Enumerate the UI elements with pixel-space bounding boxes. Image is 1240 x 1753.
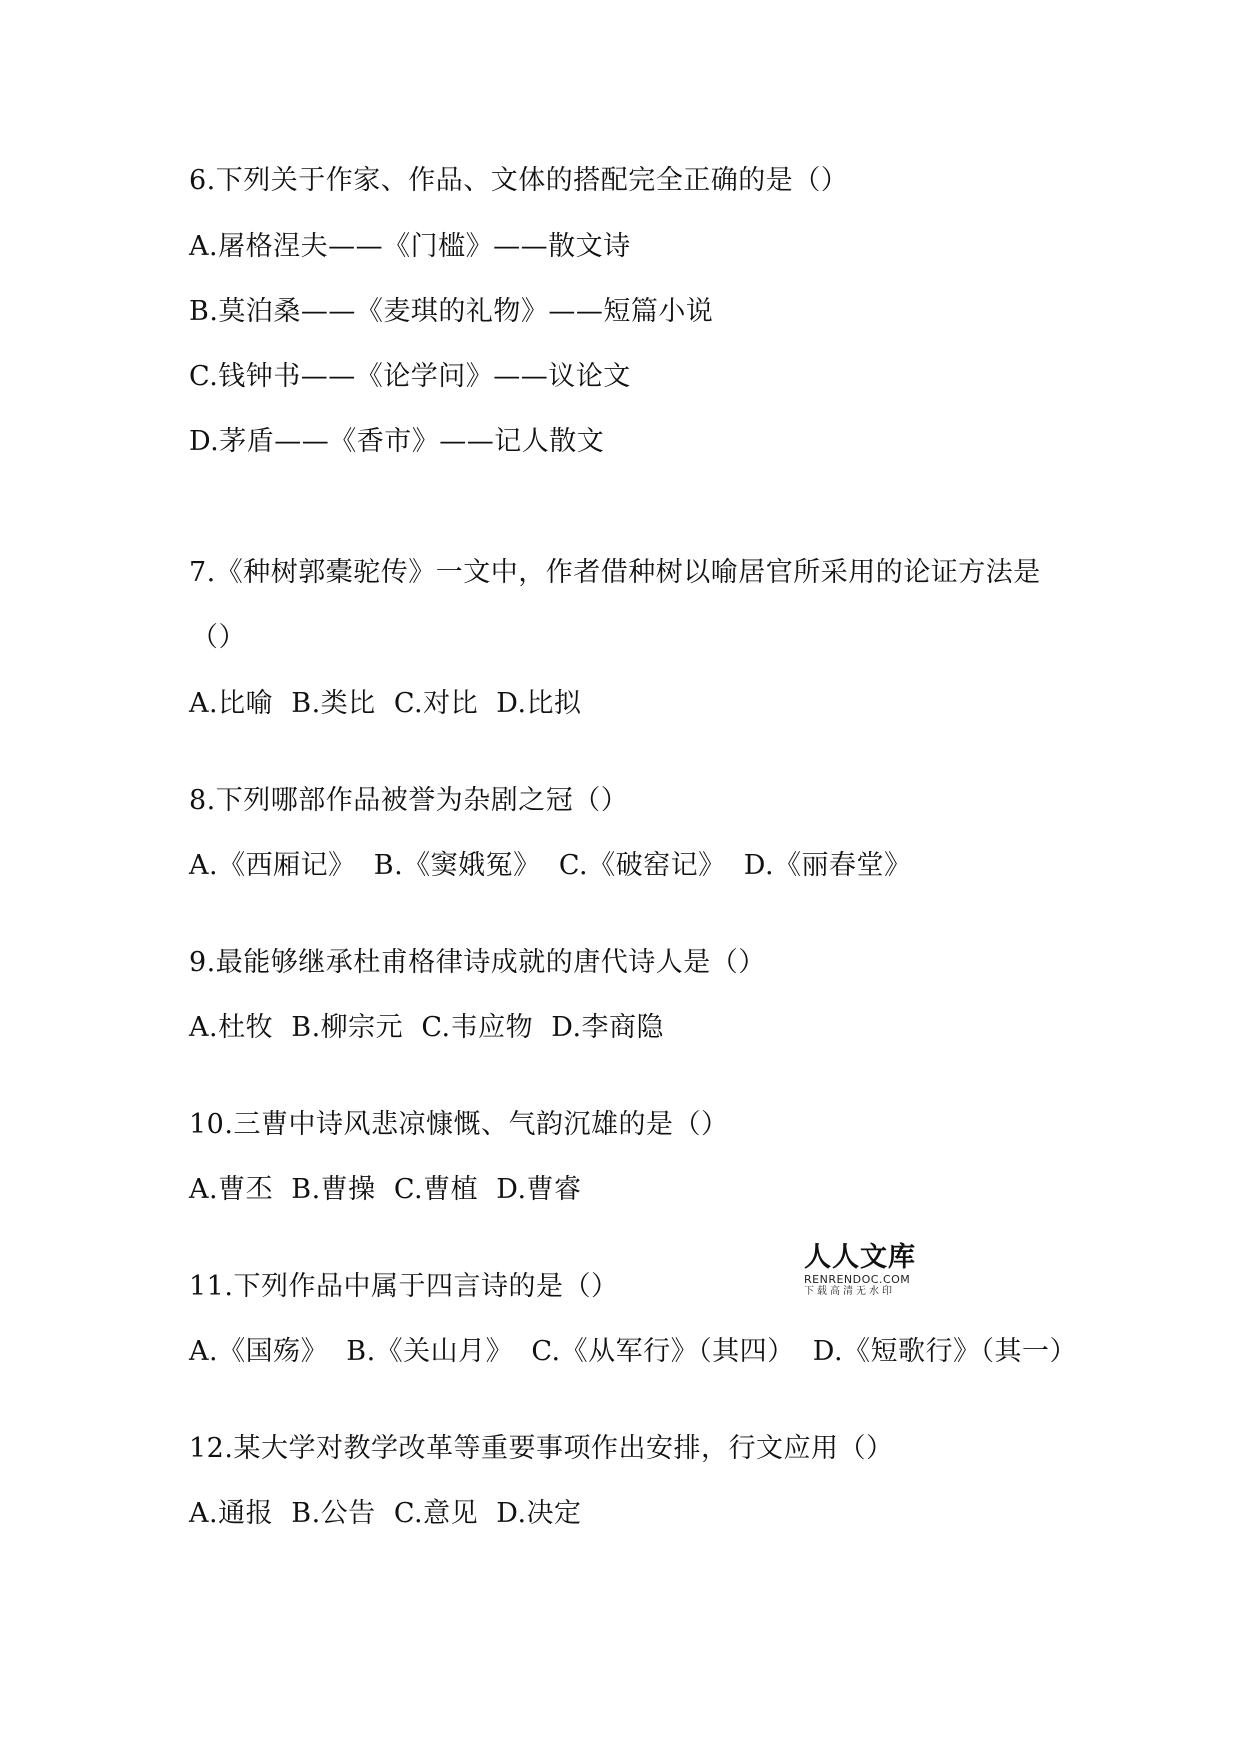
question-10-options: A.曹丕 B.曹操 C.曹植 D.曹睿 [189, 1174, 582, 1205]
question-7-stem: 7.《种树郭橐驼传》一文中，作者借种树以喻居官所采用的论证方法是 [189, 557, 1041, 588]
question-9-options: A.杜牧 B.柳宗元 C.韦应物 D.李商隐 [189, 1012, 665, 1043]
question-9-stem: 9.最能够继承杜甫格律诗成就的唐代诗人是（） [189, 947, 766, 978]
question-6-option-b: B.莫泊桑——《麦琪的礼物》——短篇小说 [189, 296, 714, 327]
watermark-tagline: 下载高清无水印 [804, 1286, 895, 1297]
question-8-options: A.《西厢记》 B.《窦娥冤》 C.《破窑记》 D.《丽春堂》 [189, 850, 912, 881]
renrendoc-watermark [804, 1243, 934, 1298]
question-6-option-d: D.茅盾——《香市》——记人散文 [189, 426, 605, 457]
watermark-title: 人人文库 [804, 1242, 916, 1273]
question-6-stem: 6.下列关于作家、作品、文体的搭配完全正确的是（） [189, 165, 849, 196]
watermark-domain: RENRENDOC.COM [804, 1273, 911, 1286]
question-6-option-a: A.屠格涅夫——《门槛》——散文诗 [189, 231, 631, 262]
question-6-option-c: C.钱钟书——《论学问》——议论文 [189, 361, 631, 392]
question-12-options: A.通报 B.公告 C.意见 D.决定 [189, 1498, 582, 1529]
question-7-options: A.比喻 B.类比 C.对比 D.比拟 [189, 688, 582, 719]
question-10-stem: 10.三曹中诗风悲凉慷慨、气韵沉雄的是（） [189, 1109, 729, 1140]
question-11-options: A.《国殇》 B.《关山月》 C.《从军行》（其四） D.《短歌行》（其一） [189, 1336, 1078, 1367]
question-7-stem-continued: （） [191, 622, 246, 653]
question-11-stem: 11.下列作品中属于四言诗的是（） [189, 1271, 619, 1302]
question-8-stem: 8.下列哪部作品被誉为杂剧之冠（） [189, 785, 629, 816]
question-12-stem: 12.某大学对教学改革等重要事项作出安排，行文应用（） [189, 1433, 894, 1464]
